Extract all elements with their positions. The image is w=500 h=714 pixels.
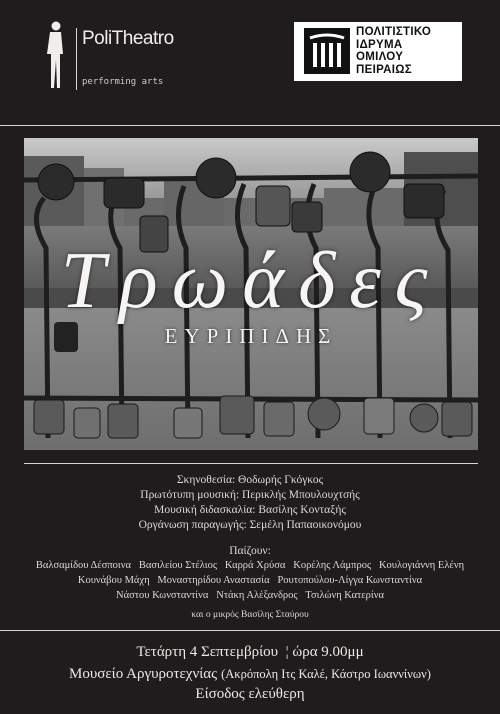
- cast-heading: Παίζουν:: [229, 545, 271, 557]
- foundation-logo: [294, 22, 462, 81]
- credit-name: Περικλής Μπουλουχτσής: [242, 489, 360, 501]
- foundation-line: ΠΟΛΙΤΙΣΤΙΚΟ: [356, 26, 432, 38]
- credit-role: Οργάνωση παραγωγής:: [138, 519, 247, 531]
- company-name: PoliTheatro: [82, 28, 174, 49]
- foundation-line: ΠΕΙΡΑΙΩΣ: [356, 63, 413, 76]
- cast-line: Νάστου Κωνσταντίνα Ντάκη Αλέξανδρος Τσιλώνη Κατερίνα: [116, 590, 384, 601]
- foundation-emblem-icon: [304, 28, 350, 74]
- play-author: ΕΥΡΙΠΙΔΗΣ: [164, 324, 338, 348]
- performer-silhouette-icon: [44, 20, 66, 90]
- credit-role: Σκηνοθεσία:: [176, 474, 236, 486]
- photo-divider: [24, 463, 478, 464]
- credit-role: Μουσική διδασκαλία:: [154, 504, 256, 516]
- foundation-line: ΙΔΡΥΜΑ: [356, 38, 403, 51]
- admission-note: Είσοδος ελεύθερη: [195, 686, 305, 702]
- footer-divider: [0, 630, 500, 631]
- cast-line: Βαλσαμίδου Δέσποινα Βασιλείου Στέλιος Καρρά Χρύσα Κορέλης Λάμπρος Κουλογιάννη Ελένη: [35, 560, 465, 571]
- poster-photo: [24, 138, 478, 450]
- venue-main: Μουσείο Αργυροτεχνίας: [69, 666, 218, 682]
- credit-role: Πρωτότυπη μουσική:: [140, 489, 240, 501]
- credit-production: [0, 519, 500, 531]
- logo-divider: [76, 28, 77, 90]
- credit-music: [0, 489, 500, 501]
- credit-name: Θοδωρής Γκόγκος: [238, 474, 324, 486]
- event-venue: [0, 665, 500, 683]
- politheatro-logo: [40, 14, 174, 94]
- company-subtitle: performing arts: [82, 77, 164, 87]
- header-divider: [0, 125, 500, 126]
- credit-name: Σεμέλη Παπαοικονόμου: [249, 519, 362, 531]
- credit-director: [0, 474, 500, 486]
- foundation-name: [356, 26, 431, 76]
- foundation-line: ΟΜΙΛΟΥ: [356, 51, 404, 63]
- cast-extra: και ο μικρός Βασίλης Σταύρου: [191, 610, 309, 620]
- credit-name: Βασίλης Κονταξής: [258, 504, 346, 516]
- play-title: Τρωάδες: [60, 237, 442, 325]
- event-date-time: Τετάρτη 4 Σεπτεμβρίου ¦ ώρα 9.00μμ: [136, 644, 364, 660]
- cast-line: Κουνάβου Μάχη Μοναστηρίδου Αναστασία Ρουτοπούλου-Λίγγα Κωνσταντίνα: [77, 575, 423, 586]
- venue-detail: (Ακρόπολη Ιτς Καλέ, Κάστρο Ιωαννίνων): [221, 667, 431, 681]
- credit-music-teaching: [0, 504, 500, 516]
